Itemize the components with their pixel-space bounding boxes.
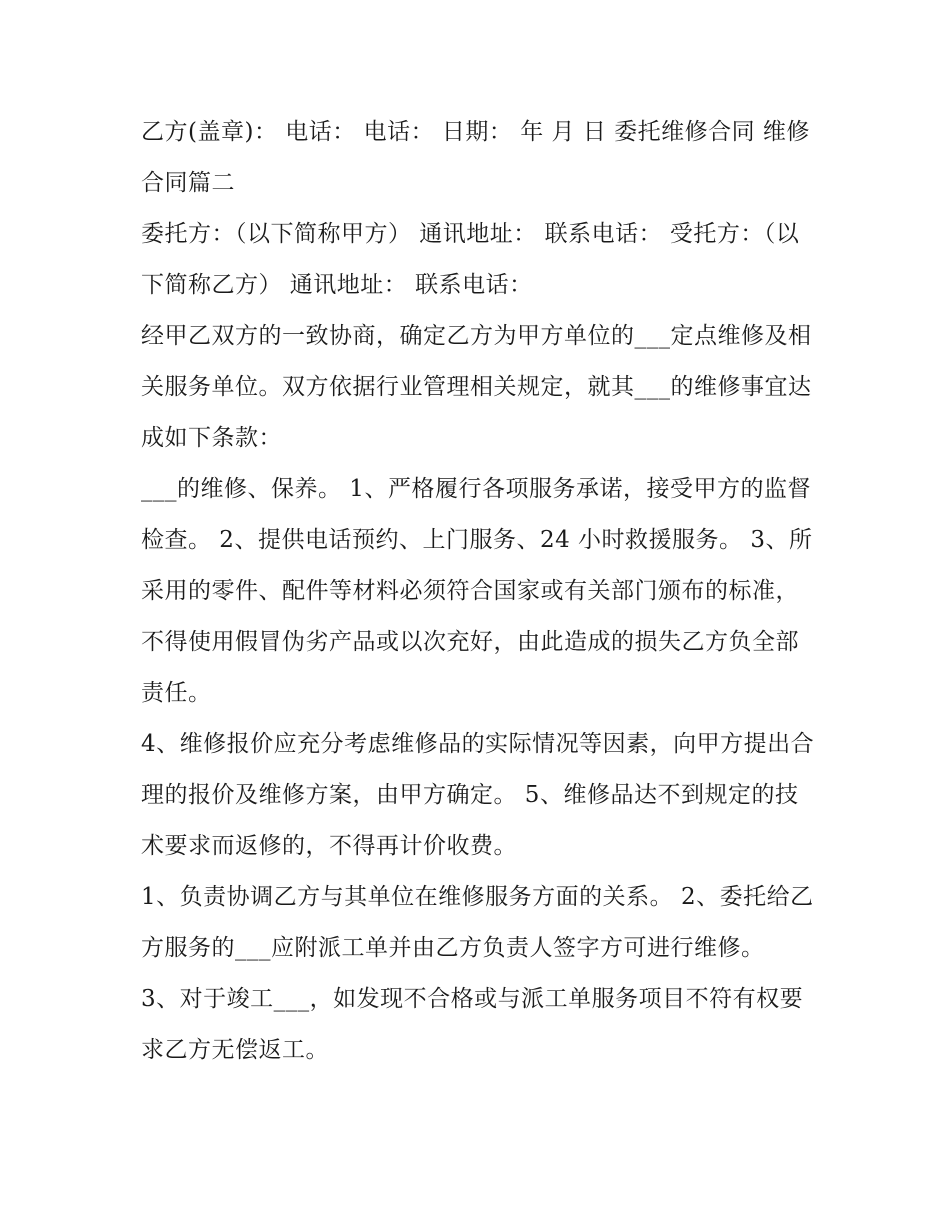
paragraph-agreement-intro: 经甲乙双方的一致协商，确定乙方为甲方单位的___定点维修及相关服务单位。双方依据行业管理相关规定，就其___的维修事宜达成如下条款： (141, 323, 812, 451)
paragraph-party-b-duties: ___的维修、保养。 1、严格履行各项服务承诺，接受甲方的监督检查。 2、提供电话预约、上门服务、24 小时救援服务。 3、所采用的零件、配件等材料必须符合国家或有关部门颁布的标准，不得使用假冒伪劣产品或以次充好，由此造成的损失乙方负全部责任。 (141, 476, 813, 706)
paragraph-rework-terms: 3、对于竣工___，如发现不合格或与派工单服务项目不符有权要求乙方无偿返工。 (141, 986, 804, 1063)
paragraph-party-a-duties: 1、负责协调乙方与其单位在维修服务方面的关系。 2、委托给乙方服务的___应附派工单并由乙方负责人签字方可进行维修。 (141, 884, 814, 961)
paragraph-signature-line: 乙方(盖章)： 电话： 电话： 日期： 年 月 日 委托维修合同 维修 合同篇二 (141, 119, 810, 196)
paragraph-quotation-terms: 4、维修报价应充分考虑维修品的实际情况等因素，向甲方提出合理的报价及维修方案，由甲方确定。 5、维修品达不到规定的技术要求而返修的，不得再计价收费。 (141, 731, 815, 859)
document-body (141, 107, 821, 1076)
paragraph-parties: 委托方：（以下简称甲方） 通讯地址： 联系电话： 受托方：（以下简称乙方） 通讯地址： 联系电话： (141, 221, 800, 298)
